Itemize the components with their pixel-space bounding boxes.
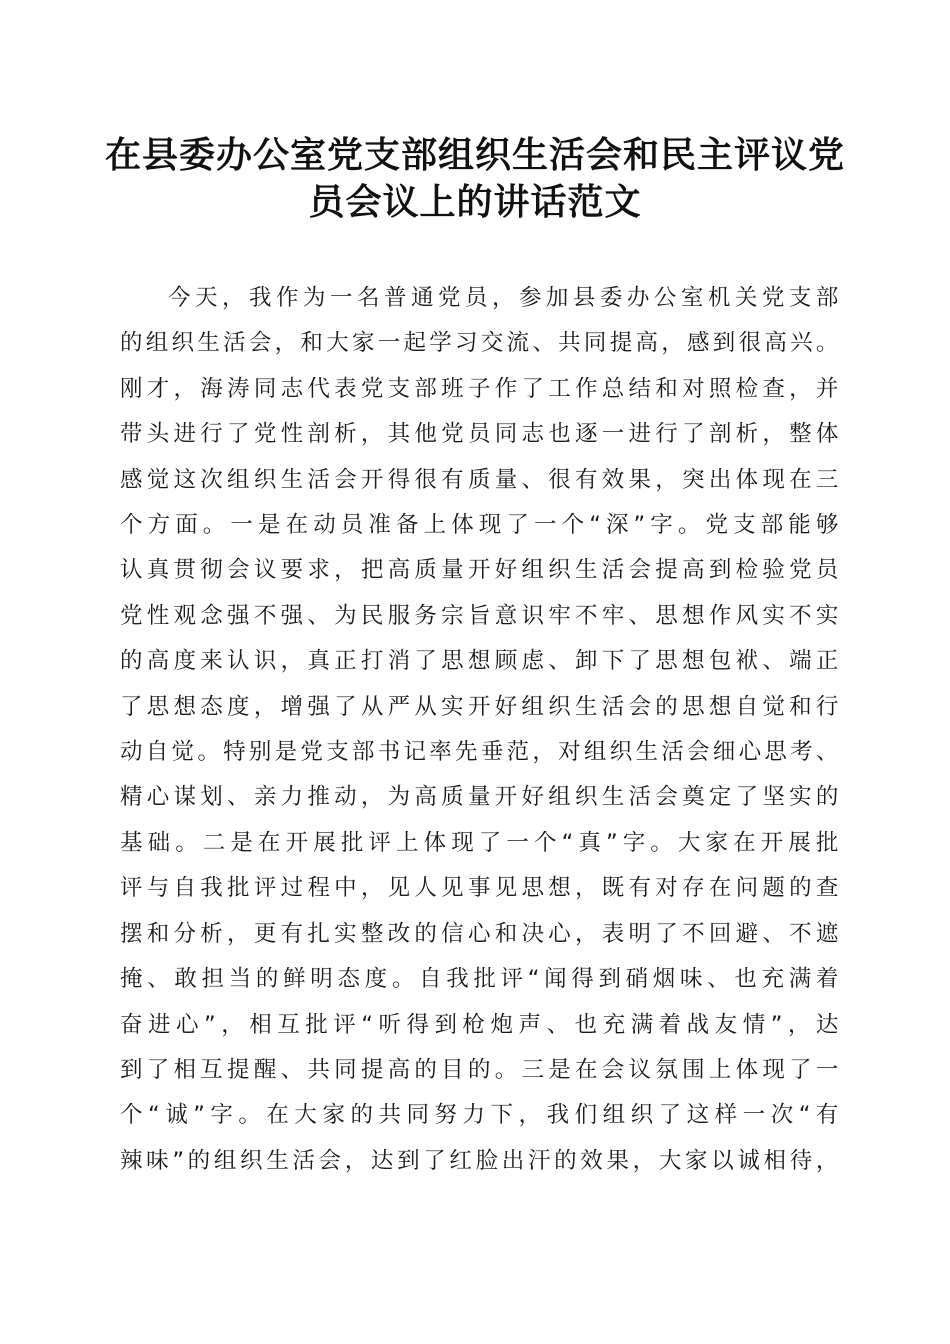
paragraph-line: 奋进心”，相互批评“听得到枪炮声、也充满着战友情”，达 (120, 1011, 840, 1038)
paragraph-line: 感觉这次组织生活会开得很有质量、很有效果，突出体现在三 (120, 466, 840, 493)
title-line: 在县委办公室党支部组织生活会和民主评议党 (104, 134, 845, 176)
paragraph-line: 基础。二是在开展批评上体现了一个“真”字。大家在开展批 (120, 829, 840, 856)
paragraph-line: 个“诚”字。在大家的共同努力下，我们组织了这样一次“有 (120, 1102, 840, 1129)
paragraph-line: 了思想态度，增强了从严从实开好组织生活会的思想自觉和行 (120, 693, 840, 720)
paragraph-line: 精心谋划、亲力推动，为高质量开好组织生活会奠定了坚实的 (120, 784, 840, 811)
body-paragraph (120, 276, 840, 1184)
paragraph-line: 今天，我作为一名普通党员，参加县委办公室机关党支部 (168, 285, 840, 311)
paragraph-line: 带头进行了党性剖析，其他党员同志也逐一进行了剖析，整体 (120, 421, 840, 448)
paragraph-line: 党性观念强不强、为民服务宗旨意识牢不牢、思想作风实不实 (120, 602, 840, 629)
paragraph-line: 摆和分析，更有扎实整改的信心和决心，表明了不回避、不遮 (120, 920, 840, 947)
paragraph-line: 的高度来认识，真正打消了思想顾虑、卸下了思想包袱、端正 (120, 648, 840, 675)
paragraph-line: 到了相互提醒、共同提高的目的。三是在会议氛围上体现了一 (120, 1056, 840, 1083)
paragraph-line: 刚才，海涛同志代表党支部班子作了工作总结和对照检查，并 (120, 375, 840, 402)
paragraph-line: 评与自我批评过程中，见人见事见思想，既有对存在问题的查 (120, 875, 840, 902)
paragraph-line: 掩、敢担当的鲜明态度。自我批评“闻得到硝烟味、也充满着 (120, 966, 840, 993)
paragraph-line: 动自觉。特别是党支部书记率先垂范，对组织生活会细心思考、 (120, 739, 840, 766)
paragraph-line: 辣味”的组织生活会，达到了红脸出汗的效果，大家以诚相待， (120, 1147, 840, 1174)
paragraph-line: 认真贯彻会议要求，把高质量开好组织生活会提高到检验党员 (120, 557, 840, 584)
paragraph-line: 的组织生活会，和大家一起学习交流、共同提高，感到很高兴。 (120, 330, 840, 357)
title-line: 员会议上的讲话范文 (308, 181, 642, 223)
document-title (100, 132, 850, 226)
paragraph-line: 个方面。一是在动员准备上体现了一个“深”字。党支部能够 (120, 512, 840, 539)
